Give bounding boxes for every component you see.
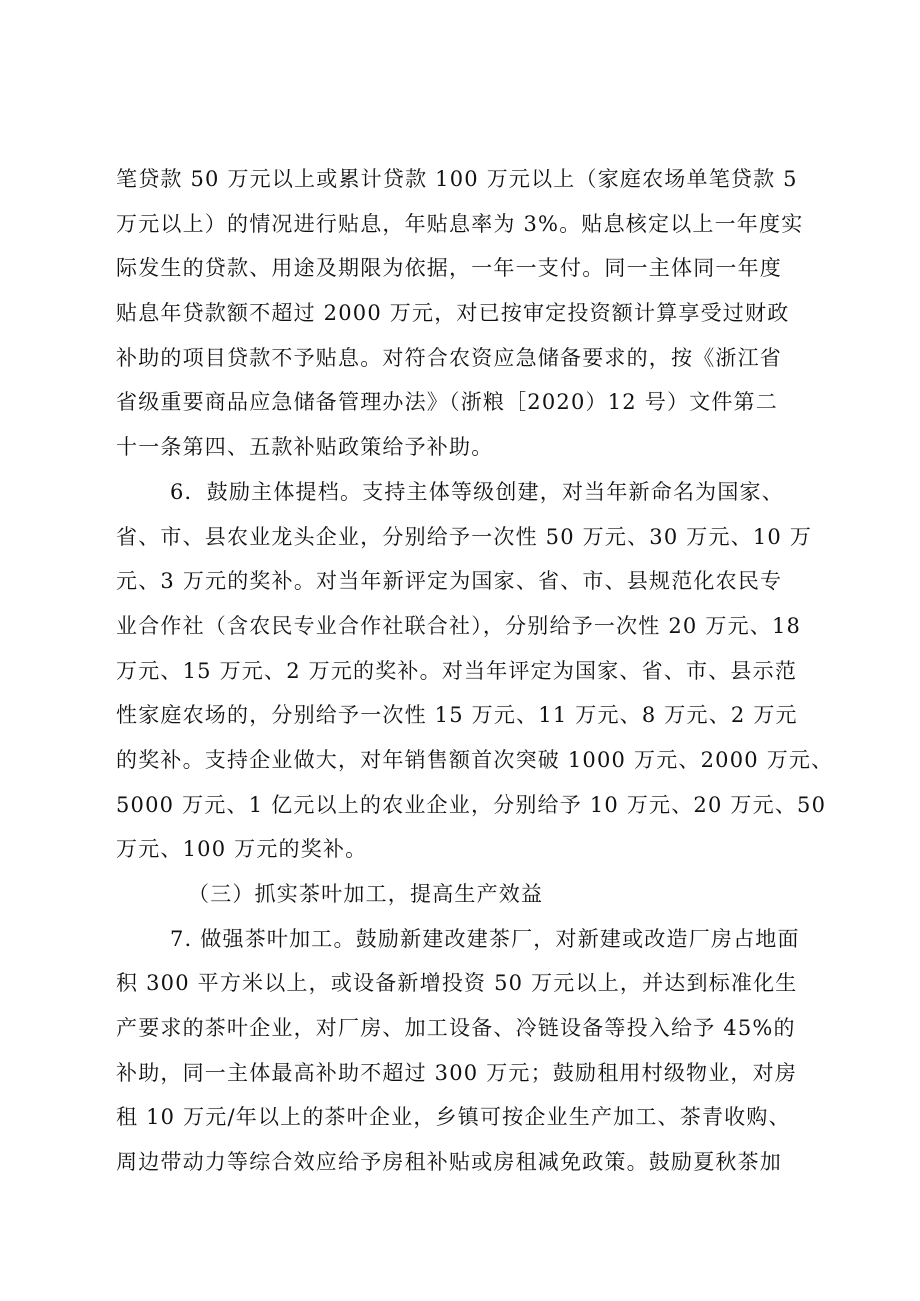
- text-line: 元、3 万元的奖补。对当年新评定为国家、省、市、县规范化农民专: [116, 569, 783, 594]
- text-line: 周边带动力等综合效应给予房租补贴或房租减免政策。鼓励夏秋茶加: [116, 1150, 782, 1175]
- text-line: 产要求的茶叶企业，对厂房、加工设备、冷链设备等投入给予 45%的: [116, 1016, 796, 1041]
- text-line: 笔贷款 50 万元以上或累计贷款 100 万元以上（家庭农场单笔贷款 5: [116, 167, 798, 191]
- paragraph-6-start: 6．鼓励主体提档。支持主体等级创建，对当年新命名为国家、: [170, 479, 784, 504]
- paragraph-7-start: 7. 做强茶叶加工。鼓励新建改建茶厂，对新建或改造厂房占地面: [170, 926, 800, 951]
- text-line: 的奖补。支持企业做大，对年销售额首次突破 1000 万元、2000 万元、: [116, 747, 834, 772]
- text-line: 补助，同一主体最高补助不超过 300 万元；鼓励租用村级物业，对房: [116, 1060, 798, 1085]
- text-line: 业合作社（含农民专业合作社联合社），分别给予一次性 20 万元、18: [116, 613, 802, 638]
- document-body: [116, 157, 834, 1185]
- text-line: 贴息年贷款额不超过 2000 万元，对已按审定投资额计算享受过财政: [116, 301, 790, 326]
- text-line: 5000 万元、1 亿元以上的农业企业，分别给予 10 万元、20 万元、50: [116, 792, 827, 817]
- text-line: 万元、100 万元的奖补。: [116, 837, 368, 862]
- text-line: 十一条第四、五款补贴政策给予补助。: [116, 435, 494, 460]
- text-line: 补助的项目贷款不予贴息。对符合农资应急储备要求的，按《浙江省: [116, 345, 782, 370]
- text-line: 省级重要商品应急储备管理办法》（浙粮［2020）12 号）文件第二: [116, 390, 778, 415]
- text-line: 际发生的贷款、用途及期限为依据，一年一支付。同一主体同一年度: [116, 256, 782, 281]
- text-line: 万元、15 万元、2 万元的奖补。对当年评定为国家、省、市、县示范: [116, 658, 798, 683]
- text-line: 积 300 平方米以上，或设备新增投资 50 万元以上，并达到标准化生: [116, 971, 798, 996]
- text-line: 万元以上）的情况进行贴息，年贴息率为 3%。贴息核定以上一年度实: [116, 211, 804, 236]
- text-line: 性家庭农场的，分别给予一次性 15 万元、11 万元、8 万元、2 万元: [116, 703, 798, 728]
- text-line: 省、市、县农业龙头企业，分别给予一次性 50 万元、30 万元、10 万: [116, 524, 813, 549]
- text-line: 租 10 万元/年以上的茶叶企业，乡镇可按企业生产加工、茶青收购、: [116, 1105, 791, 1130]
- section-heading: （三）抓实茶叶加工，提高生产效益: [188, 882, 544, 906]
